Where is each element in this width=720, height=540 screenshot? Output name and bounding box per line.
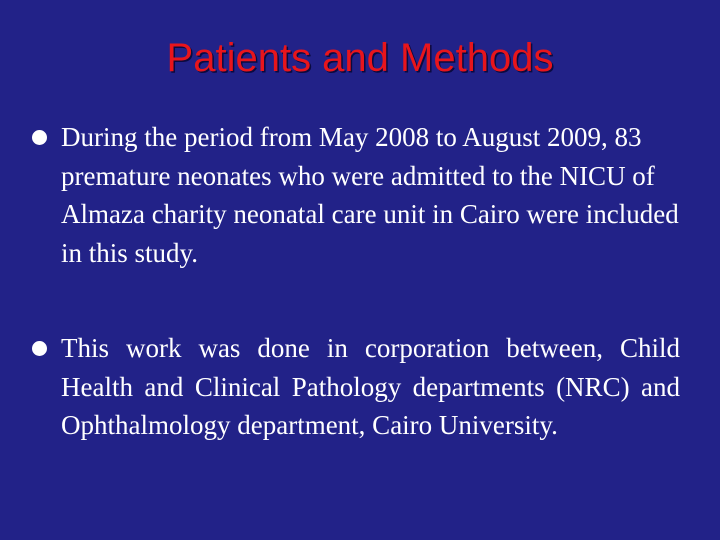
bullet-item-study-period bbox=[32, 118, 680, 272]
slide-title: Patients and Methods bbox=[166, 36, 554, 80]
bullet-text: This work was done in corporation between, Child Health and Clinical Pathology departments (NRC) and Ophthalmology department, Cairo University. bbox=[61, 333, 680, 440]
bullet-list bbox=[32, 118, 680, 445]
bullet-item-collaboration bbox=[32, 329, 680, 445]
bullet-dot-icon bbox=[32, 130, 47, 145]
bullet-dot-icon bbox=[32, 341, 47, 356]
bullet-text: During the period from May 2008 to August 2009, 83 premature neonates who were admitted to the NICU of Almaza charity neonatal care unit in Cairo were included in this study. bbox=[61, 122, 679, 268]
